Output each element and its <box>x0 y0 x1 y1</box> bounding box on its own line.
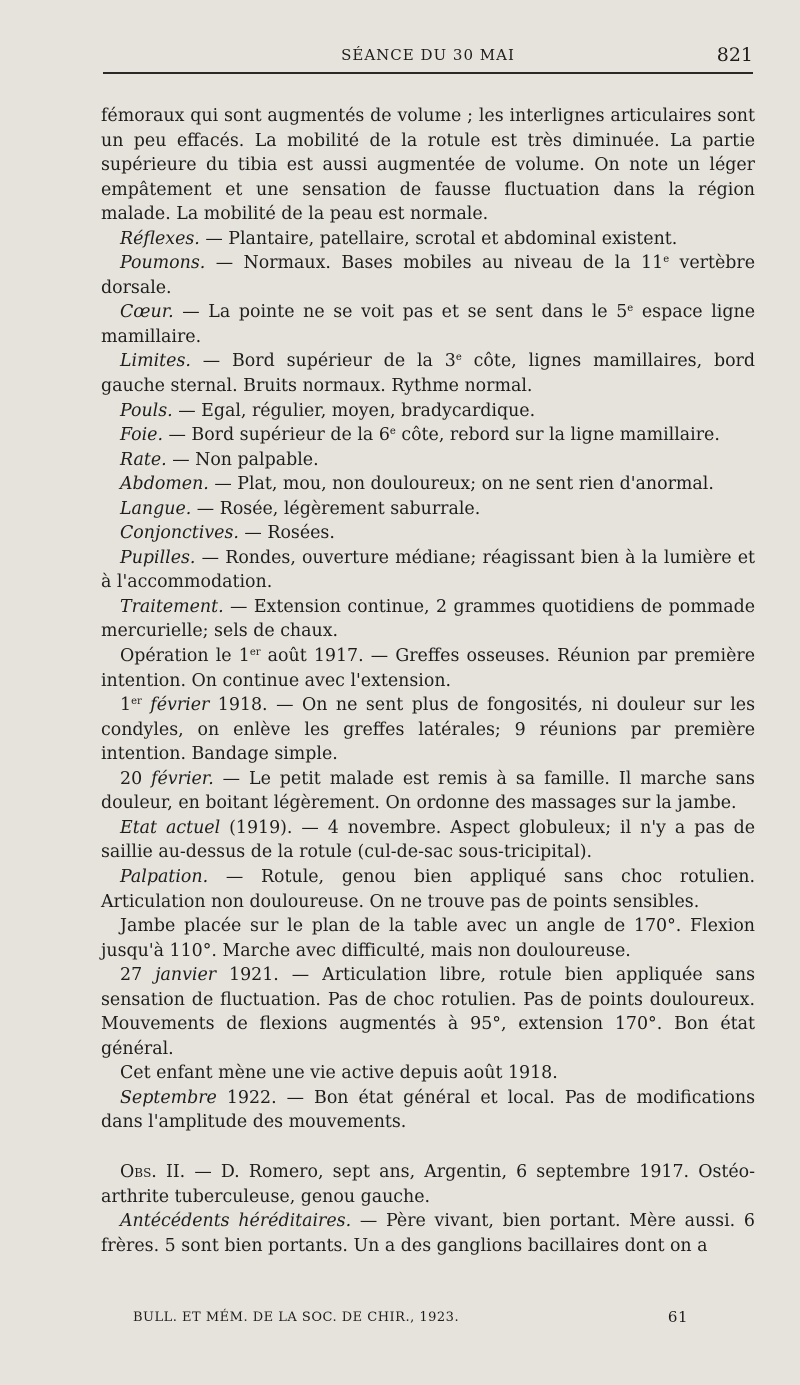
signature-mark: 61 <box>667 1308 688 1326</box>
paragraph: Septembre 1922. — Bon état général et local. Pas de modifications dans l'amplitude des mouvements. <box>101 1087 755 1133</box>
paragraph: Traitement. — Extension continue, 2 grammes quotidiens de pommade mercurielle; sels de chaux. <box>101 596 755 642</box>
paragraph: Cœur. — La pointe ne se voit pas et se sent dans le 5e espace ligne mamillaire. <box>101 302 755 347</box>
paragraph: Réflexes. — Plantaire, patellaire, scrotal et abdominal existent. <box>120 228 678 249</box>
paragraph: Langue. — Rosée, légèrement saburrale. <box>120 498 481 519</box>
paragraph: Conjonctives. — Rosées. <box>120 523 335 544</box>
paragraph: Opération le 1er août 1917. — Greffes osseuses. Réunion par première intention. On continue avec l'extension. <box>101 646 756 691</box>
body-text <box>101 104 755 1258</box>
paragraph: Foie. — Bord supérieur de la 6e côte, rebord sur la ligne mamillaire. <box>120 425 720 446</box>
paragraph: Pupilles. — Rondes, ouverture médiane; réagissant bien à la lumière et à l'accommodation. <box>101 547 755 593</box>
paragraph: Jambe placée sur le plan de la table avec un angle de 170°. Flexion jusqu'à 110°. Marche avec difficulté, mais non douloureuse. <box>101 916 755 961</box>
paragraph: Poumons. — Normaux. Bases mobiles au niveau de la 11e vertèbre dorsale. <box>101 253 755 298</box>
paragraph: Pouls. — Egal, régulier, moyen, bradycardique. <box>120 400 536 421</box>
paragraph: Abdomen. — Plat, mou, non douloureux; on ne sent rien d'anormal. <box>120 474 714 495</box>
header-title: SÉANCE DU 30 MAI <box>341 46 515 64</box>
paragraph: 1er février 1918. — On ne sent plus de fongosités, ni douleur sur les condyles, on enlève les greffes latérales; 9 réunions par première intention. Bandage simple. <box>101 695 755 765</box>
paragraph: 27 janvier 1921. — Articulation libre, rotule bien appliquée sans sensation de fluctuation. Pas de choc rotulien. Pas de points douloureux. Mouvements de flexions augmentés à 95°, extension 170°. Bon état général. <box>101 965 755 1059</box>
page-footer <box>133 1308 688 1330</box>
paragraph: Cet enfant mène une vie active depuis août 1918. <box>120 1063 558 1084</box>
paragraph: Obs. II. — D. Romero, sept ans, Argentin, 6 septembre 1917. Ostéo-arthrite tuberculeuse, genou gauche. <box>101 1161 755 1207</box>
paragraph: fémoraux qui sont augmentés de volume ; les interlignes articulaires sont un peu effacés. La mobilité de la rotule est très diminuée. La partie supérieure du tibia est aussi augmentée de volume. On note un léger empâtement et une sensation de fausse fluctuation dans la région malade. La mobilité de la peau est normale. <box>101 106 755 225</box>
paragraph: Antécédents héréditaires. — Père vivant, bien portant. Mère aussi. 6 frères. 5 sont bien portants. Un a des ganglions bacillaires dont on a <box>101 1211 755 1256</box>
page-number: 821 <box>716 44 753 66</box>
paragraph: Palpation. — Rotule, genou bien appliqué sans choc rotulien. Articulation non douloureuse. On ne trouve pas de points sensibles. <box>101 866 755 912</box>
journal-citation: BULL. ET MÉM. DE LA SOC. DE CHIR., 1923. <box>133 1310 460 1325</box>
paragraph: Etat actuel (1919). — 4 novembre. Aspect globuleux; il n'y a pas de saillie au-dessus de la rotule (cul-de-sac sous-tricipital). <box>101 817 756 863</box>
paragraph: Limites. — Bord supérieur de la 3e côte, lignes mamillaires, bord gauche sternal. Bruits normaux. Rythme normal. <box>101 351 756 397</box>
running-header <box>103 44 753 74</box>
paragraph: 20 février. — Le petit malade est remis à sa famille. Il marche sans douleur, en boitant légèrement. On ordonne des massages sur la jambe. <box>101 768 755 814</box>
paragraph: Rate. — Non palpable. <box>120 449 319 470</box>
